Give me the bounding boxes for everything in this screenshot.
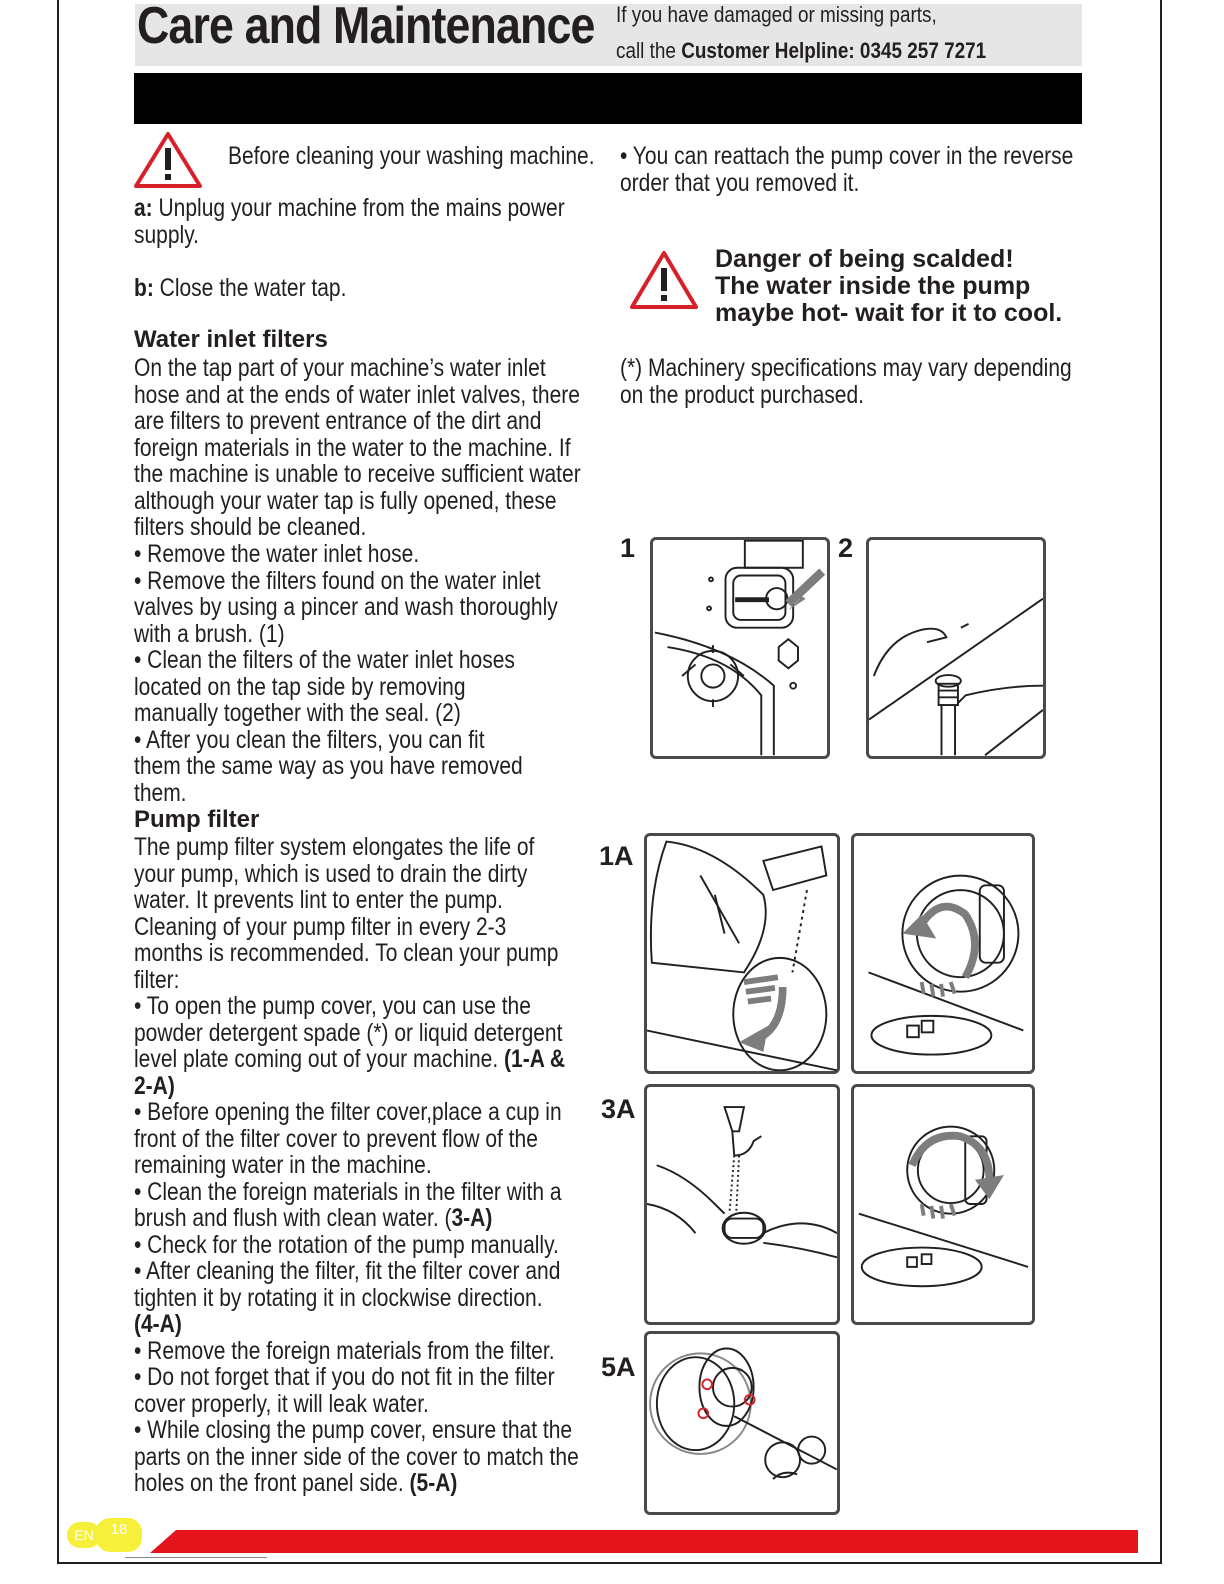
inlet-bullet: • Remove the filters found on the water inlet valves by using a pincer and wash thoroughly with a brush. (1) [134,566,558,648]
danger-line: Danger of being scalded! [715,245,1014,273]
pump-bullet: • After cleaning the filter, fit the filter cover and tighten it by rotating it in clockwise direction. [134,1257,561,1312]
fig-ref: (1-A & 2-A) [134,1045,566,1100]
spec-note: (*) Machinery specifications may vary depending on the product purchased. [620,354,1072,409]
pump-bullet: • To open the pump cover, you can use the powder detergent spade (*) or liquid detergent level plate coming out of your machine. (1-A & 2-A) [134,992,566,1100]
pump-bullet: • Do not forget that if you do not fit in the filter cover properly, it will leak water. [134,1363,555,1418]
unscrew-illustration [854,836,1032,1071]
open-cover-illustration [647,836,837,1071]
step-b-text: Close the water tap. [153,274,347,302]
helpline-number: Customer Helpline: 0345 257 7271 [681,38,987,63]
page-title: Care and Maintenance [137,0,595,55]
pump-bullet: • While closing the pump cover, ensure that the parts on the inner side of the cover to match the holes on the front panel side. (5-A) [134,1416,579,1497]
pump-bullet: • Before opening the filter cover,place a cup in front of the filter cover to prevent flow of the remaining water in the machine. [134,1098,562,1179]
inlet-bullet: • After you clean the filters, you can fit them the same way as you have removed them. [134,725,523,807]
pump-heading: Pump filter [134,806,260,833]
tighten-illustration [854,1087,1032,1322]
inlet-valve-illustration [653,540,827,756]
figure-label-5a: 5A [601,1352,636,1382]
figure-4a-tighten [851,1084,1035,1325]
helpline-prefix: call the [616,38,682,63]
figure-label-2: 2 [838,533,854,563]
pump-bullet: • Check for the rotation of the pump manually. [134,1230,559,1259]
align-cover-illustration [647,1334,837,1512]
reattach-note: • You can reattach the pump cover in the reverse order that you removed it. [620,142,1074,197]
step-b-label: b: [134,274,154,302]
hose-filter-illustration [869,540,1043,756]
danger-line: maybe hot- wait for it to cool. [715,299,1063,327]
language-badge: EN [67,1522,101,1548]
footer-bar [150,1530,1138,1553]
figure-2a-unscrew [851,833,1035,1074]
wash-filter-illustration [647,1087,837,1322]
figure-3a-wash-filter [644,1084,840,1325]
danger-warning-icon [629,250,699,310]
footer-rule [125,1557,267,1558]
fig-ref: 3-A) [451,1204,493,1232]
step-a-label: a: [134,194,153,222]
inlet-bullet: • Remove the water inlet hose. [134,540,420,568]
pump-bullet: • Clean the foreign materials in the filter with a brush and flush with clean water. (3-A) [134,1177,562,1232]
step-a [134,195,592,248]
figure-5a-align-cover [644,1331,840,1515]
figure-label-1: 1 [620,533,636,563]
figure-1a-open-cover [644,833,840,1074]
helpline-line1: If you have damaged or missing parts, [616,2,937,27]
figure-label-1a: 1A [599,841,634,871]
pump-bullet-ref [134,1311,592,1338]
warning-icon [133,131,203,189]
figure-2-hose-filter [866,537,1046,759]
inlet-heading: Water inlet filters [134,326,328,353]
page-number: 18 [96,1518,142,1552]
fig-ref: (5-A) [409,1469,458,1497]
step-a-text: Unplug your machine from the mains power supply. [134,194,565,249]
figure-label-3a: 3A [601,1094,636,1124]
section-bar [134,73,1082,124]
fig-ref: (4-A) [134,1310,182,1338]
inlet-paragraph: On the tap part of your machine’s water inlet hose and at the ends of water inlet valves, there are filters to prevent entrance of the dirt and foreign materials in the water to the machine. If the machine is unable to receive sufficient water although your water tap is fully opened, these filters should be cleaned. [134,354,581,541]
warning-intro: Before cleaning your washing machine. [228,142,595,170]
pump-body [134,834,592,1497]
step-b [134,275,346,302]
figure-1-inlet-valve [650,537,830,759]
helpline-line2 [616,38,986,64]
danger-line: The water inside the pump [715,272,1031,300]
inlet-bullet: • Clean the filters of the water inlet hoses located on the tap side by removing manually together with the seal. (2) [134,646,515,727]
danger-warning-text [715,246,1062,327]
inlet-bullet-list [134,541,592,806]
pump-paragraph: The pump filter system elongates the life of your pump, which is used to drain the dirty water. It prevents lint to enter the pump. Cleaning of your pump filter in every 2-3 months is recommended. To clean your pump filter: [134,833,559,994]
pump-bullet: • Remove the foreign materials from the filter. [134,1336,555,1365]
